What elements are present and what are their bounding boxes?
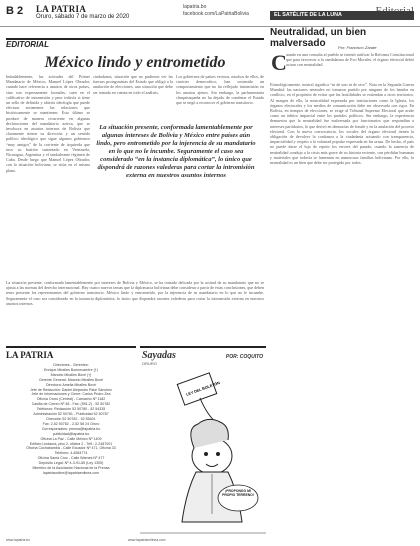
masthead-line: Jefe de Informaciones y Cierre: Carlos Pedro Zea <box>31 392 111 397</box>
sign-text: LEY DEL BOLETÓN <box>185 380 221 397</box>
masthead-line: Oficina Santa Cruz - Calle Warnes Nº 477 <box>37 456 105 461</box>
masthead-line: publicidad@lapatria.bo <box>52 431 90 436</box>
cartoon-box <box>140 346 266 538</box>
masthead-line: Teléfono: 4-4584774 <box>54 451 88 456</box>
editorial-title: México lindo y entrometido <box>44 54 226 71</box>
masthead-line: Oficina La Paz - Calle México Nº 1409 <box>40 436 102 441</box>
masthead-line: Edificio Lindaura, piso 2, oficina 2 - Telf.: 2-2487001 <box>29 441 113 446</box>
editorial-column-2: ciudadanos, situación que no pudieron ver las fuerzas protagonistas del Estado que obligó a la anulación de elecciones, una situación que debe ser tomada en cuenta en todo el análisis. <box>93 74 173 95</box>
masthead-line: Jefe de Redacción: Daniel Alejandro Patzi Sánchez <box>30 387 112 392</box>
issue-date: Oruro, sábado 7 de marzo de 2020 <box>36 14 130 20</box>
masthead-line: Depósito Legal: Nº 4-3-91-85 (Ley 1305) <box>38 461 104 466</box>
masthead-line: Administración 52 50781 - Publicidad 52 50787 <box>33 412 109 417</box>
cartoon-illustration <box>140 348 266 538</box>
page-number: B 2 <box>6 5 24 17</box>
column-title: Neutralidad, un bien malversado <box>270 27 367 49</box>
masthead-title: LA PATRIA <box>6 350 54 360</box>
masthead-line: Enrique Miralles Bonnecarrère (†) <box>44 367 98 372</box>
masthead-lines <box>6 363 136 476</box>
masthead-line: Marcelo Miralles Bové (†) <box>50 372 92 377</box>
masthead-line: Miembro de la Asociación Nacional de la Prensa <box>32 466 110 471</box>
masthead-line: Directores - Gerentes: <box>53 363 89 367</box>
masthead-box <box>6 346 136 538</box>
masthead-line: Oficina Oruro (Central) - Camacho Nº 1182 <box>36 397 106 402</box>
masthead-line: Oficina Cochabamba - Calle Ecuador Nº 471, Oficina 33 <box>26 446 116 451</box>
column-tag: EL SATÉLITE DE LA LUNA <box>270 11 414 20</box>
speech-text: ¡PROPONGO MI PROPIO TERRENO! <box>222 489 254 497</box>
footer-website[interactable]: www.lapatria.bo <box>6 538 30 542</box>
masthead-line: Casilla de Correo Nº 48 - Fax: (591-2) - 52 50782 <box>31 402 111 407</box>
column-body: Etimológicamente, neutral significa “ni de uno ni de otro”. Nota en la Segunda Guerra Mundial: las naciones neutrales no tomaron partido por ninguno de los bandos en conflicto, en el propósito de evitar que las hostilidades se extiendan a otros territorios. Al margen de ello, la neutralidad expresada por instituciones como la Iglesia, los órganos electorales y los medios de comunicación debe ser observada con rigor. En Bolivia, en tiempos de elecciones, se exige al Tribunal Supremo Electoral que actúe como un árbitro imparcial entre los partidos políticos. Sin embargo, la experiencia demuestra que la neutralidad fue malversada por funcionarios que respondían a intereses partidarios, lo que derivó en denuncias de fraude y en la anulación del proceso electoral. Con la nueva convocatoria, los vocales del órgano electoral tienen la obligación de devolver la confianza a la ciudadanía actuando con transparencia, imparcialidad y respeto a la voluntad popular expresada en las urnas. De hecho, el país no puede darse el lujo de repetir los errores del pasado, cuando la ausencia de neutralidad condujo a la crisis más grave de su historia reciente, con pérdidas humanas y materiales que todavía se lamentan en numerosas familias bolivianas. Por ello, la neutralidad es un bien que debe ser protegido por todos. <box>270 82 414 166</box>
website-link[interactable]: lapatria.bo <box>183 4 207 10</box>
cartoon-byline: POR: COQUITO <box>225 354 263 360</box>
publication-name: LA PATRIA <box>36 4 87 14</box>
editorial-body-wide: La situación presente, conformada lamentablemente por intereses de Bolivia y México, se ha tornado delicada por la actitud de su mandatario que no se ajusta a las normas del derecho internacional. Hay cuatro nuevos temas que la diplomacia boliviana debe considerar a partir de estas conclusiones, que deben tener presente los representantes del gobierno transitorio. México lindo y entrometido, por la injerencia de su mandatario en lo que no le incumbe. Seguramente el caso sea considerado en la instancia diplomática, lo único que dispondrá razones valederas para cortar la intromisión externa en nuestros asuntos internos. <box>6 280 264 306</box>
masthead-line: Directora: Amelia Miralles Bové <box>46 382 96 387</box>
editorial-column-1: Indudablemente, las actitudes del Primer Mandatario de México, Manuel López Obrador, cuando hace referencia a asuntos de otros países, sino son expresamente formales, caen en el calificativo de intromisión y peor todavía si tiene un sello de definida y abierta ideología que puede efectuar seriamente las relaciones que históricamente se mantienen. Esto último se produce de manera recurrente en algunas declaraciones del mandatario azteca, que se involucra en asuntos internos de Bolivia que claramente tienen su dirección y un sentido político ideológico que sigue algunos gobiernos “muy amigos” de la corriente de izquierda que tuvo su bastión sustentado en Venezuela, Nicaragua, Argentina y el tambaleante régimen de Cuba. Desde luego que Manuel López Obrador, con la situación boliviana, se sitúa en el mismo plano. <box>6 74 90 173</box>
facebook-link[interactable]: facebook.com/LaPatriaBolivia <box>183 11 249 17</box>
pull-quote: La situación presente, conformada lamentablemente por algunas intereses de Bolivia y México entre países aún lindo, pero entrometido por la injerencia de su mandatario en lo que no le incumbe. Seguramente el caso sea considerado “en la instancia diplomática”, lo único que dispondrá de razones valederas para cortar la intromisión externa en nuestros asuntos internos <box>96 124 256 179</box>
column-author: Por: Francisco Zárate <box>338 45 377 50</box>
drop-cap: C <box>271 50 287 75</box>
cartoon-brand: Sayadas ORURO <box>142 350 176 366</box>
protest-sign <box>177 373 224 426</box>
header-links <box>183 4 249 18</box>
masthead-line: Fax: 2-52 50782 - 2-52 58 24 Oruro <box>42 421 100 426</box>
editorial-column-3: Los gobiernos de países vecinos, muchos de ellos, de carácter democrático, han sostenido un comportamiento que no ha reflejado intromisión en los asuntos ajenos. Sin embargo, la parlamentaria chuquisaqueña no ha dejado de condenar el Estado que se negó a reconocer el gobierno transitorio. <box>176 74 264 106</box>
editorial-tag: EDITORIAL <box>6 38 264 50</box>
masthead-line: Gerente General: Marcelo Miralles Bové <box>38 377 104 382</box>
speech-bubble <box>218 485 258 511</box>
masthead-line: lapatriaonline@lapatriaenlinea.com <box>42 470 100 475</box>
masthead-line: Dirección 52 50782 - 52 55401 <box>46 416 96 421</box>
masthead-line: Corresponsales: prensa@lapatria.bo <box>41 426 101 431</box>
masthead-line: Teléfonos: Redacción 52 50780 - 52 54335 <box>36 407 106 412</box>
footer-website-2[interactable]: www.lapatriaenlinea.com <box>128 538 166 542</box>
column-lead: uando en una consulta al pueblo se intentó ratificar la Reforma Constitucional que para favorecer a la candidatura de Evo Morales, el órgano electoral debió actuar con neutralidad. <box>286 52 414 68</box>
